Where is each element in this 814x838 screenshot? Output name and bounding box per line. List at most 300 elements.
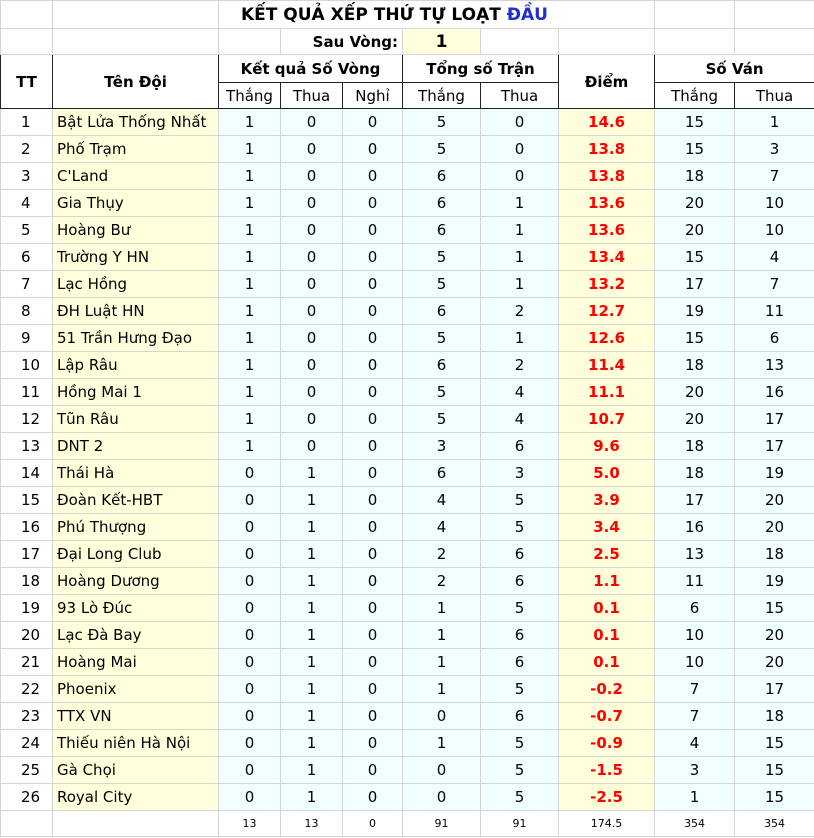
- cell-gw[interactable]: 13: [655, 541, 735, 568]
- cell-gl[interactable]: 6: [735, 325, 814, 352]
- cell-pts[interactable]: -0.2: [559, 676, 655, 703]
- cell-rr[interactable]: 0: [343, 676, 403, 703]
- cell-gl[interactable]: 11: [735, 298, 814, 325]
- cell-rw[interactable]: 1: [219, 271, 281, 298]
- cell-tt[interactable]: 16: [1, 514, 53, 541]
- cell-pts[interactable]: 0.1: [559, 649, 655, 676]
- cell-gw[interactable]: 10: [655, 649, 735, 676]
- cell-rl[interactable]: 0: [281, 244, 343, 271]
- cell-rl[interactable]: 0: [281, 352, 343, 379]
- header-round-win[interactable]: Thắng: [219, 83, 281, 109]
- cell-team[interactable]: Gia Thụy: [53, 190, 219, 217]
- cell-pts[interactable]: 11.4: [559, 352, 655, 379]
- cell-rl[interactable]: 1: [281, 649, 343, 676]
- cell-gw[interactable]: 15: [655, 325, 735, 352]
- total-mw[interactable]: 91: [403, 811, 481, 837]
- cell-pts[interactable]: 13.2: [559, 271, 655, 298]
- cell-gw[interactable]: 20: [655, 406, 735, 433]
- cell-rw[interactable]: 1: [219, 433, 281, 460]
- cell-team[interactable]: Thái Hà: [53, 460, 219, 487]
- cell-tt[interactable]: 15: [1, 487, 53, 514]
- cell-mw[interactable]: 5: [403, 379, 481, 406]
- cell-ml[interactable]: 1: [481, 325, 559, 352]
- header-team[interactable]: Tên Đội: [53, 55, 219, 109]
- cell-gw[interactable]: 19: [655, 298, 735, 325]
- cell-rw[interactable]: 0: [219, 757, 281, 784]
- cell-rw[interactable]: 0: [219, 703, 281, 730]
- cell-gl[interactable]: 18: [735, 703, 814, 730]
- total-pts[interactable]: 174.5: [559, 811, 655, 837]
- cell-gl[interactable]: 19: [735, 568, 814, 595]
- cell[interactable]: [53, 811, 219, 837]
- cell-mw[interactable]: 1: [403, 649, 481, 676]
- table-row: [1, 541, 814, 568]
- cell-gl[interactable]: 17: [735, 676, 814, 703]
- total-rr[interactable]: 0: [343, 811, 403, 837]
- cell-rr[interactable]: 0: [343, 325, 403, 352]
- cell-pts[interactable]: 12.6: [559, 325, 655, 352]
- table-row: [1, 217, 814, 244]
- cell-mw[interactable]: 5: [403, 406, 481, 433]
- cell-gl[interactable]: 16: [735, 379, 814, 406]
- cell-rr[interactable]: 0: [343, 298, 403, 325]
- cell-gw[interactable]: 11: [655, 568, 735, 595]
- cell-rl[interactable]: 0: [281, 433, 343, 460]
- cell-rw[interactable]: 1: [219, 298, 281, 325]
- cell-ml[interactable]: 6: [481, 568, 559, 595]
- cell-pts[interactable]: 11.1: [559, 379, 655, 406]
- cell-team[interactable]: Đại Long Club: [53, 541, 219, 568]
- cell-rl[interactable]: 0: [281, 406, 343, 433]
- cell-team[interactable]: Thiếu niên Hà Nội: [53, 730, 219, 757]
- cell-gw[interactable]: 7: [655, 703, 735, 730]
- round-value[interactable]: 1: [403, 29, 481, 55]
- cell-gl[interactable]: 20: [735, 622, 814, 649]
- cell-ml[interactable]: 6: [481, 541, 559, 568]
- cell-pts[interactable]: 1.1: [559, 568, 655, 595]
- cell-ml[interactable]: 0: [481, 136, 559, 163]
- table-row: [1, 136, 814, 163]
- cell-rl[interactable]: 1: [281, 514, 343, 541]
- cell-rr[interactable]: 0: [343, 541, 403, 568]
- cell-rl[interactable]: 0: [281, 190, 343, 217]
- cell-gl[interactable]: 1: [735, 109, 814, 136]
- cell-ml[interactable]: 6: [481, 622, 559, 649]
- cell-team[interactable]: C'Land: [53, 163, 219, 190]
- cell-gw[interactable]: 3: [655, 757, 735, 784]
- cell-rl[interactable]: 0: [281, 325, 343, 352]
- cell-pts[interactable]: 13.4: [559, 244, 655, 271]
- cell-ml[interactable]: 5: [481, 514, 559, 541]
- cell-mw[interactable]: 0: [403, 757, 481, 784]
- cell-tt[interactable]: 26: [1, 784, 53, 811]
- cell-rr[interactable]: 0: [343, 460, 403, 487]
- cell-team[interactable]: Đoàn Kết-HBT: [53, 487, 219, 514]
- cell-rw[interactable]: 0: [219, 595, 281, 622]
- cell-ml[interactable]: 4: [481, 406, 559, 433]
- cell[interactable]: [53, 1, 219, 29]
- cell-pts[interactable]: 10.7: [559, 406, 655, 433]
- cell-gw[interactable]: 20: [655, 217, 735, 244]
- cell-ml[interactable]: 5: [481, 487, 559, 514]
- cell-rr[interactable]: 0: [343, 730, 403, 757]
- cell-rw[interactable]: 1: [219, 352, 281, 379]
- cell-gl[interactable]: 20: [735, 487, 814, 514]
- cell-mw[interactable]: 5: [403, 271, 481, 298]
- cell-team[interactable]: Lạc Hồng: [53, 271, 219, 298]
- cell-mw[interactable]: 4: [403, 487, 481, 514]
- cell-gl[interactable]: 15: [735, 730, 814, 757]
- cell-rr[interactable]: 0: [343, 136, 403, 163]
- header-rounds-group[interactable]: Kết quả Số Vòng: [219, 55, 403, 83]
- cell-ml[interactable]: 6: [481, 703, 559, 730]
- header-round-loss[interactable]: Thua: [281, 83, 343, 109]
- header-tt[interactable]: TT: [1, 55, 53, 109]
- header-round-rest[interactable]: Nghỉ: [343, 83, 403, 109]
- cell-pts[interactable]: 0.1: [559, 595, 655, 622]
- cell-mw[interactable]: 6: [403, 190, 481, 217]
- cell-pts[interactable]: 5.0: [559, 460, 655, 487]
- cell-rl[interactable]: 1: [281, 541, 343, 568]
- cell-team[interactable]: 93 Lò Đúc: [53, 595, 219, 622]
- cell-team[interactable]: DNT 2: [53, 433, 219, 460]
- cell-pts[interactable]: -0.9: [559, 730, 655, 757]
- cell-rw[interactable]: 0: [219, 784, 281, 811]
- cell-rr[interactable]: 0: [343, 163, 403, 190]
- cell-pts[interactable]: 3.4: [559, 514, 655, 541]
- cell-tt[interactable]: 21: [1, 649, 53, 676]
- cell[interactable]: [735, 29, 814, 55]
- cell-team[interactable]: Phố Trạm: [53, 136, 219, 163]
- cell-ml[interactable]: 5: [481, 595, 559, 622]
- header-match-win[interactable]: Thắng: [403, 83, 481, 109]
- cell-team[interactable]: Phoenix: [53, 676, 219, 703]
- cell-gl[interactable]: 10: [735, 190, 814, 217]
- cell[interactable]: [1, 29, 53, 55]
- cell-ml[interactable]: 5: [481, 784, 559, 811]
- cell-gw[interactable]: 17: [655, 271, 735, 298]
- cell-pts[interactable]: 12.7: [559, 298, 655, 325]
- cell-rr[interactable]: 0: [343, 379, 403, 406]
- cell-rw[interactable]: 1: [219, 244, 281, 271]
- cell-team[interactable]: Hồng Mai 1: [53, 379, 219, 406]
- cell-rl[interactable]: 0: [281, 298, 343, 325]
- cell-mw[interactable]: 6: [403, 298, 481, 325]
- cell-rl[interactable]: 1: [281, 622, 343, 649]
- cell-rr[interactable]: 0: [343, 433, 403, 460]
- cell-mw[interactable]: 1: [403, 622, 481, 649]
- cell-pts[interactable]: 14.6: [559, 109, 655, 136]
- cell-rl[interactable]: 0: [281, 136, 343, 163]
- cell-pts[interactable]: 2.5: [559, 541, 655, 568]
- cell-tt[interactable]: 24: [1, 730, 53, 757]
- cell-rl[interactable]: 1: [281, 568, 343, 595]
- cell-rw[interactable]: 0: [219, 622, 281, 649]
- cell-tt[interactable]: 22: [1, 676, 53, 703]
- cell-team[interactable]: Royal City: [53, 784, 219, 811]
- cell-ml[interactable]: 1: [481, 244, 559, 271]
- cell-gw[interactable]: 18: [655, 460, 735, 487]
- cell-ml[interactable]: 4: [481, 379, 559, 406]
- cell-team[interactable]: Trường Y HN: [53, 244, 219, 271]
- cell-mw[interactable]: 2: [403, 541, 481, 568]
- cell-rl[interactable]: 1: [281, 703, 343, 730]
- cell-mw[interactable]: 5: [403, 325, 481, 352]
- cell-tt[interactable]: 6: [1, 244, 53, 271]
- cell-mw[interactable]: 1: [403, 730, 481, 757]
- cell-gw[interactable]: 20: [655, 379, 735, 406]
- cell-rr[interactable]: 0: [343, 271, 403, 298]
- cell-team[interactable]: Lập Râu: [53, 352, 219, 379]
- cell-tt[interactable]: 18: [1, 568, 53, 595]
- cell-gl[interactable]: 15: [735, 757, 814, 784]
- cell-rw[interactable]: 1: [219, 325, 281, 352]
- cell-gl[interactable]: 15: [735, 595, 814, 622]
- cell-rr[interactable]: 0: [343, 595, 403, 622]
- cell-rl[interactable]: 0: [281, 163, 343, 190]
- cell-rl[interactable]: 0: [281, 109, 343, 136]
- cell-team[interactable]: 51 Trần Hưng Đạo: [53, 325, 219, 352]
- cell[interactable]: [1, 811, 53, 837]
- cell-gw[interactable]: 18: [655, 433, 735, 460]
- cell-tt[interactable]: 11: [1, 379, 53, 406]
- cell-gl[interactable]: 3: [735, 136, 814, 163]
- cell-rw[interactable]: 1: [219, 190, 281, 217]
- cell-rr[interactable]: 0: [343, 406, 403, 433]
- cell[interactable]: [655, 29, 735, 55]
- cell-mw[interactable]: 6: [403, 163, 481, 190]
- cell-rw[interactable]: 1: [219, 163, 281, 190]
- cell-ml[interactable]: 2: [481, 352, 559, 379]
- cell-tt[interactable]: 9: [1, 325, 53, 352]
- cell-pts[interactable]: 13.6: [559, 190, 655, 217]
- cell-tt[interactable]: 3: [1, 163, 53, 190]
- cell-rr[interactable]: 0: [343, 244, 403, 271]
- cell-mw[interactable]: 6: [403, 352, 481, 379]
- total-gw[interactable]: 354: [655, 811, 735, 837]
- cell-team[interactable]: TTX VN: [53, 703, 219, 730]
- cell-tt[interactable]: 25: [1, 757, 53, 784]
- cell-tt[interactable]: 17: [1, 541, 53, 568]
- cell-tt[interactable]: 23: [1, 703, 53, 730]
- total-gl[interactable]: 354: [735, 811, 814, 837]
- cell-mw[interactable]: 3: [403, 433, 481, 460]
- cell[interactable]: [559, 29, 655, 55]
- header-matches-group[interactable]: Tổng số Trận: [403, 55, 559, 83]
- cell-gw[interactable]: 6: [655, 595, 735, 622]
- cell-tt[interactable]: 1: [1, 109, 53, 136]
- cell-tt[interactable]: 12: [1, 406, 53, 433]
- total-rl[interactable]: 13: [281, 811, 343, 837]
- cell-rl[interactable]: 0: [281, 271, 343, 298]
- cell-rl[interactable]: 1: [281, 487, 343, 514]
- header-games-group[interactable]: Số Ván: [655, 55, 814, 83]
- cell-pts[interactable]: 13.8: [559, 136, 655, 163]
- cell-gw[interactable]: 7: [655, 676, 735, 703]
- cell-rr[interactable]: 0: [343, 568, 403, 595]
- cell-rw[interactable]: 1: [219, 406, 281, 433]
- cell-team[interactable]: Gà Chọi: [53, 757, 219, 784]
- cell-rw[interactable]: 1: [219, 109, 281, 136]
- cell-team[interactable]: Tũn Râu: [53, 406, 219, 433]
- cell-team[interactable]: Hoàng Bư: [53, 217, 219, 244]
- cell-gw[interactable]: 18: [655, 352, 735, 379]
- cell-rl[interactable]: 1: [281, 730, 343, 757]
- cell-pts[interactable]: 13.6: [559, 217, 655, 244]
- cell[interactable]: [735, 1, 814, 29]
- cell-gw[interactable]: 15: [655, 109, 735, 136]
- cell-gw[interactable]: 18: [655, 163, 735, 190]
- header-points[interactable]: Điểm: [559, 55, 655, 109]
- cell-gl[interactable]: 19: [735, 460, 814, 487]
- cell-gw[interactable]: 20: [655, 190, 735, 217]
- cell-rl[interactable]: 1: [281, 676, 343, 703]
- cell-rr[interactable]: 0: [343, 622, 403, 649]
- cell-pts[interactable]: 13.8: [559, 163, 655, 190]
- cell-ml[interactable]: 5: [481, 730, 559, 757]
- cell-ml[interactable]: 0: [481, 163, 559, 190]
- cell-rr[interactable]: 0: [343, 109, 403, 136]
- cell-ml[interactable]: 2: [481, 298, 559, 325]
- cell-tt[interactable]: 4: [1, 190, 53, 217]
- cell[interactable]: [219, 29, 281, 55]
- cell-tt[interactable]: 8: [1, 298, 53, 325]
- cell-rl[interactable]: 1: [281, 595, 343, 622]
- cell-rw[interactable]: 1: [219, 136, 281, 163]
- cell-ml[interactable]: 0: [481, 109, 559, 136]
- cell[interactable]: [53, 29, 219, 55]
- cell-pts[interactable]: 3.9: [559, 487, 655, 514]
- cell-gl[interactable]: 13: [735, 352, 814, 379]
- cell-pts[interactable]: -0.7: [559, 703, 655, 730]
- cell-mw[interactable]: 5: [403, 109, 481, 136]
- cell-gl[interactable]: 15: [735, 784, 814, 811]
- cell-ml[interactable]: 5: [481, 757, 559, 784]
- round-label[interactable]: Sau Vòng:: [281, 29, 403, 55]
- cell-rr[interactable]: 0: [343, 649, 403, 676]
- cell-rr[interactable]: 0: [343, 352, 403, 379]
- cell-tt[interactable]: 14: [1, 460, 53, 487]
- cell-ml[interactable]: 6: [481, 649, 559, 676]
- cell-mw[interactable]: 6: [403, 460, 481, 487]
- page-title[interactable]: [219, 1, 655, 29]
- cell[interactable]: [481, 29, 559, 55]
- cell-rl[interactable]: 1: [281, 757, 343, 784]
- cell-rw[interactable]: 1: [219, 217, 281, 244]
- cell-mw[interactable]: 0: [403, 784, 481, 811]
- cell-rr[interactable]: 0: [343, 514, 403, 541]
- cell-mw[interactable]: 6: [403, 217, 481, 244]
- cell-gl[interactable]: 17: [735, 406, 814, 433]
- cell-pts[interactable]: -2.5: [559, 784, 655, 811]
- cell-gw[interactable]: 10: [655, 622, 735, 649]
- cell-gl[interactable]: 20: [735, 649, 814, 676]
- cell-gl[interactable]: 7: [735, 271, 814, 298]
- cell-tt[interactable]: 7: [1, 271, 53, 298]
- cell-mw[interactable]: 5: [403, 136, 481, 163]
- cell-rw[interactable]: 0: [219, 514, 281, 541]
- cell-rw[interactable]: 0: [219, 568, 281, 595]
- cell[interactable]: [655, 1, 735, 29]
- cell-gl[interactable]: 7: [735, 163, 814, 190]
- cell-rr[interactable]: 0: [343, 190, 403, 217]
- cell-gw[interactable]: 4: [655, 730, 735, 757]
- cell-rl[interactable]: 0: [281, 217, 343, 244]
- cell-pts[interactable]: 9.6: [559, 433, 655, 460]
- cell-gl[interactable]: 4: [735, 244, 814, 271]
- cell-pts[interactable]: 0.1: [559, 622, 655, 649]
- cell-rl[interactable]: 0: [281, 379, 343, 406]
- cell-rw[interactable]: 0: [219, 541, 281, 568]
- cell-mw[interactable]: 1: [403, 676, 481, 703]
- cell-tt[interactable]: 13: [1, 433, 53, 460]
- cell-team[interactable]: Phú Thượng: [53, 514, 219, 541]
- cell-gl[interactable]: 20: [735, 514, 814, 541]
- cell-rw[interactable]: 0: [219, 730, 281, 757]
- cell-gw[interactable]: 1: [655, 784, 735, 811]
- cell-mw[interactable]: 4: [403, 514, 481, 541]
- header-game-loss[interactable]: Thua: [735, 83, 814, 109]
- cell-ml[interactable]: 3: [481, 460, 559, 487]
- total-ml[interactable]: 91: [481, 811, 559, 837]
- cell-pts[interactable]: -1.5: [559, 757, 655, 784]
- cell-mw[interactable]: 2: [403, 568, 481, 595]
- header-match-loss[interactable]: Thua: [481, 83, 559, 109]
- cell-rr[interactable]: 0: [343, 703, 403, 730]
- cell-team[interactable]: Hoàng Dương: [53, 568, 219, 595]
- cell-rw[interactable]: 0: [219, 460, 281, 487]
- cell-rw[interactable]: 0: [219, 649, 281, 676]
- cell-ml[interactable]: 1: [481, 217, 559, 244]
- total-rw[interactable]: 13: [219, 811, 281, 837]
- cell-tt[interactable]: 19: [1, 595, 53, 622]
- cell-tt[interactable]: 20: [1, 622, 53, 649]
- cell-ml[interactable]: 1: [481, 271, 559, 298]
- cell-tt[interactable]: 5: [1, 217, 53, 244]
- cell-mw[interactable]: 0: [403, 703, 481, 730]
- cell[interactable]: [1, 1, 53, 29]
- cell-rl[interactable]: 1: [281, 784, 343, 811]
- cell-gw[interactable]: 16: [655, 514, 735, 541]
- cell-rw[interactable]: 0: [219, 676, 281, 703]
- cell-tt[interactable]: 10: [1, 352, 53, 379]
- cell-ml[interactable]: 6: [481, 433, 559, 460]
- cell-ml[interactable]: 1: [481, 190, 559, 217]
- cell-gw[interactable]: 15: [655, 136, 735, 163]
- cell-rw[interactable]: 0: [219, 487, 281, 514]
- cell-gw[interactable]: 15: [655, 244, 735, 271]
- header-game-win[interactable]: Thắng: [655, 83, 735, 109]
- cell-team[interactable]: Bật Lửa Thống Nhất: [53, 109, 219, 136]
- cell-rr[interactable]: 0: [343, 487, 403, 514]
- cell-rr[interactable]: 0: [343, 784, 403, 811]
- cell-team[interactable]: ĐH Luật HN: [53, 298, 219, 325]
- cell-ml[interactable]: 5: [481, 676, 559, 703]
- cell-team[interactable]: Hoàng Mai: [53, 649, 219, 676]
- cell-mw[interactable]: 1: [403, 595, 481, 622]
- cell-rr[interactable]: 0: [343, 757, 403, 784]
- cell-gw[interactable]: 17: [655, 487, 735, 514]
- cell-gl[interactable]: 17: [735, 433, 814, 460]
- cell-mw[interactable]: 5: [403, 244, 481, 271]
- cell-team[interactable]: Lạc Đà Bay: [53, 622, 219, 649]
- cell-tt[interactable]: 2: [1, 136, 53, 163]
- cell-gl[interactable]: 10: [735, 217, 814, 244]
- cell-rr[interactable]: 0: [343, 217, 403, 244]
- cell-rw[interactable]: 1: [219, 379, 281, 406]
- cell-rl[interactable]: 1: [281, 460, 343, 487]
- cell-gl[interactable]: 18: [735, 541, 814, 568]
